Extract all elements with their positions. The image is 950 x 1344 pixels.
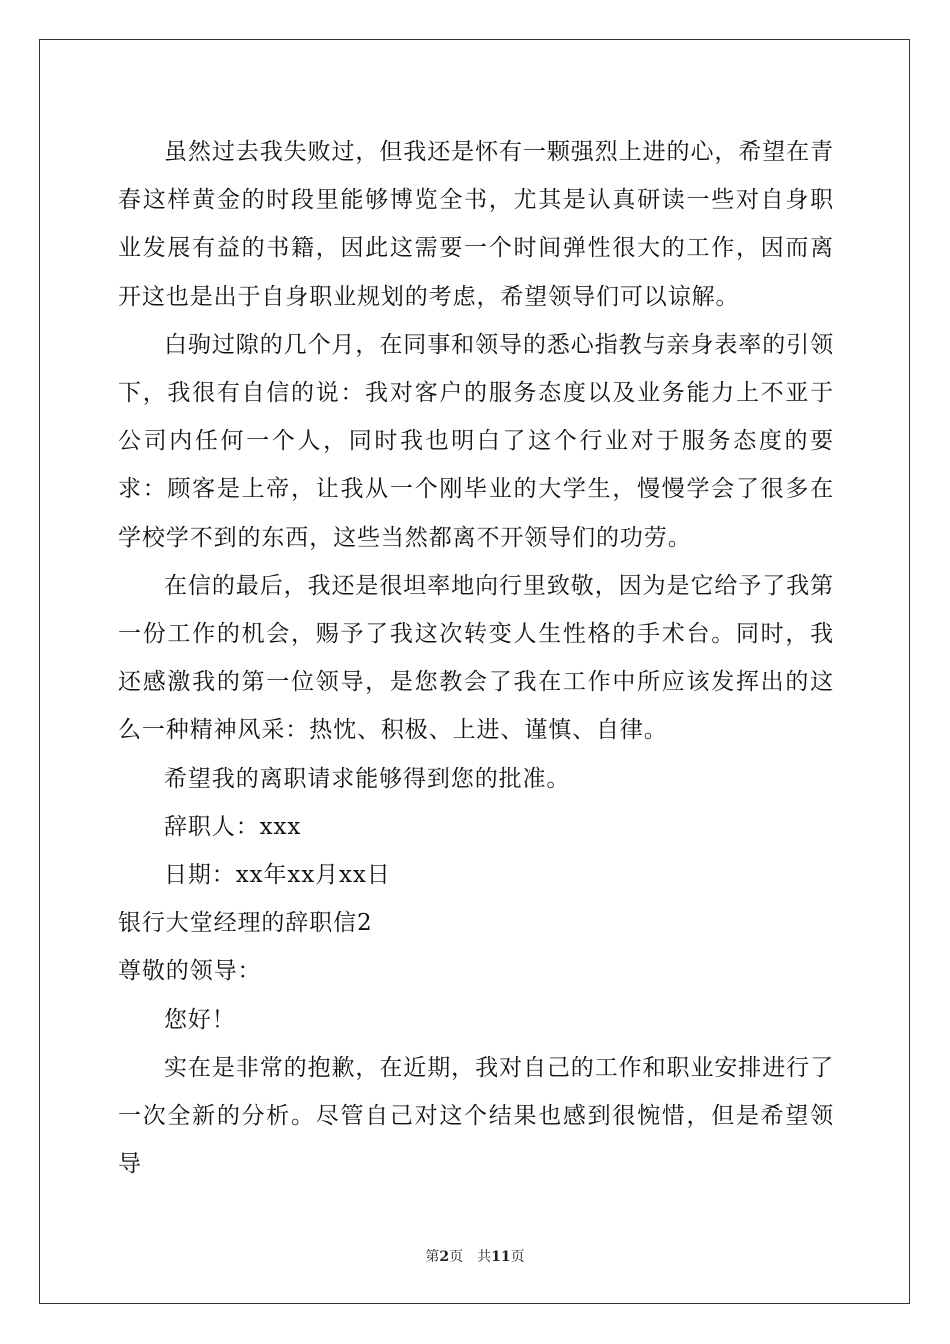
total-suffix: 页 xyxy=(510,1249,525,1265)
paragraph-study-reason: 虽然过去我失败过，但我还是怀有一颗强烈上进的心，希望在青春这样黄金的时段里能够博览全书，尤其是认真研读一些对自身职业发展有益的书籍，因此这需要一个时间弹性很大的工作，因而离开这也是出于自身职业规划的考虑，希望领导们可以谅解。 xyxy=(118,139,834,310)
total-prefix: 共 xyxy=(477,1249,492,1265)
page-suffix: 页 xyxy=(449,1249,464,1265)
paragraph-apology: 实在是非常的抱歉，在近期，我对自己的工作和职业安排进行了一次全新的分析。尽管自己对这个结果也感到很惋惜，但是希望领导 xyxy=(118,1054,834,1178)
paragraph-request-approval: 希望我的离职请求能够得到您的批准。 xyxy=(164,765,571,792)
paragraph-months-experience: 白驹过隙的几个月，在同事和领导的悉心指教与亲身表率的引领下，我很有自信的说：我对客户的服务态度以及业务能力上不亚于公司内任何一个人，同时我也明白了这个行业对于服务态度的要求：顾客是上帝，让我从一个刚毕业的大学生，慢慢学会了很多在学校学不到的东西，这些当然都离不开领导们的功劳。 xyxy=(118,331,834,551)
page-footer xyxy=(0,1248,950,1266)
greeting: 您好！ xyxy=(164,1006,236,1033)
document-body xyxy=(118,128,834,1188)
signature-line: 辞职人：xxx xyxy=(164,813,302,840)
date-line: 日期：xx年xx月xx日 xyxy=(164,862,391,889)
salutation: 尊敬的领导： xyxy=(118,958,262,985)
page-number: 2 xyxy=(439,1249,450,1265)
paragraph-gratitude: 在信的最后，我还是很坦率地向行里致敬，因为是它给予了我第一份工作的机会，赐予了我这次转变人生性格的手术台。同时，我还感激我的第一位领导，是您教会了我在工作中所应该发挥出的这么一种精神风采：热忱、积极、上进、谨慎、自律。 xyxy=(118,572,834,744)
page-prefix: 第 xyxy=(425,1249,440,1265)
total-pages: 11 xyxy=(491,1249,511,1265)
section-title: 银行大堂经理的辞职信2 xyxy=(118,910,373,937)
